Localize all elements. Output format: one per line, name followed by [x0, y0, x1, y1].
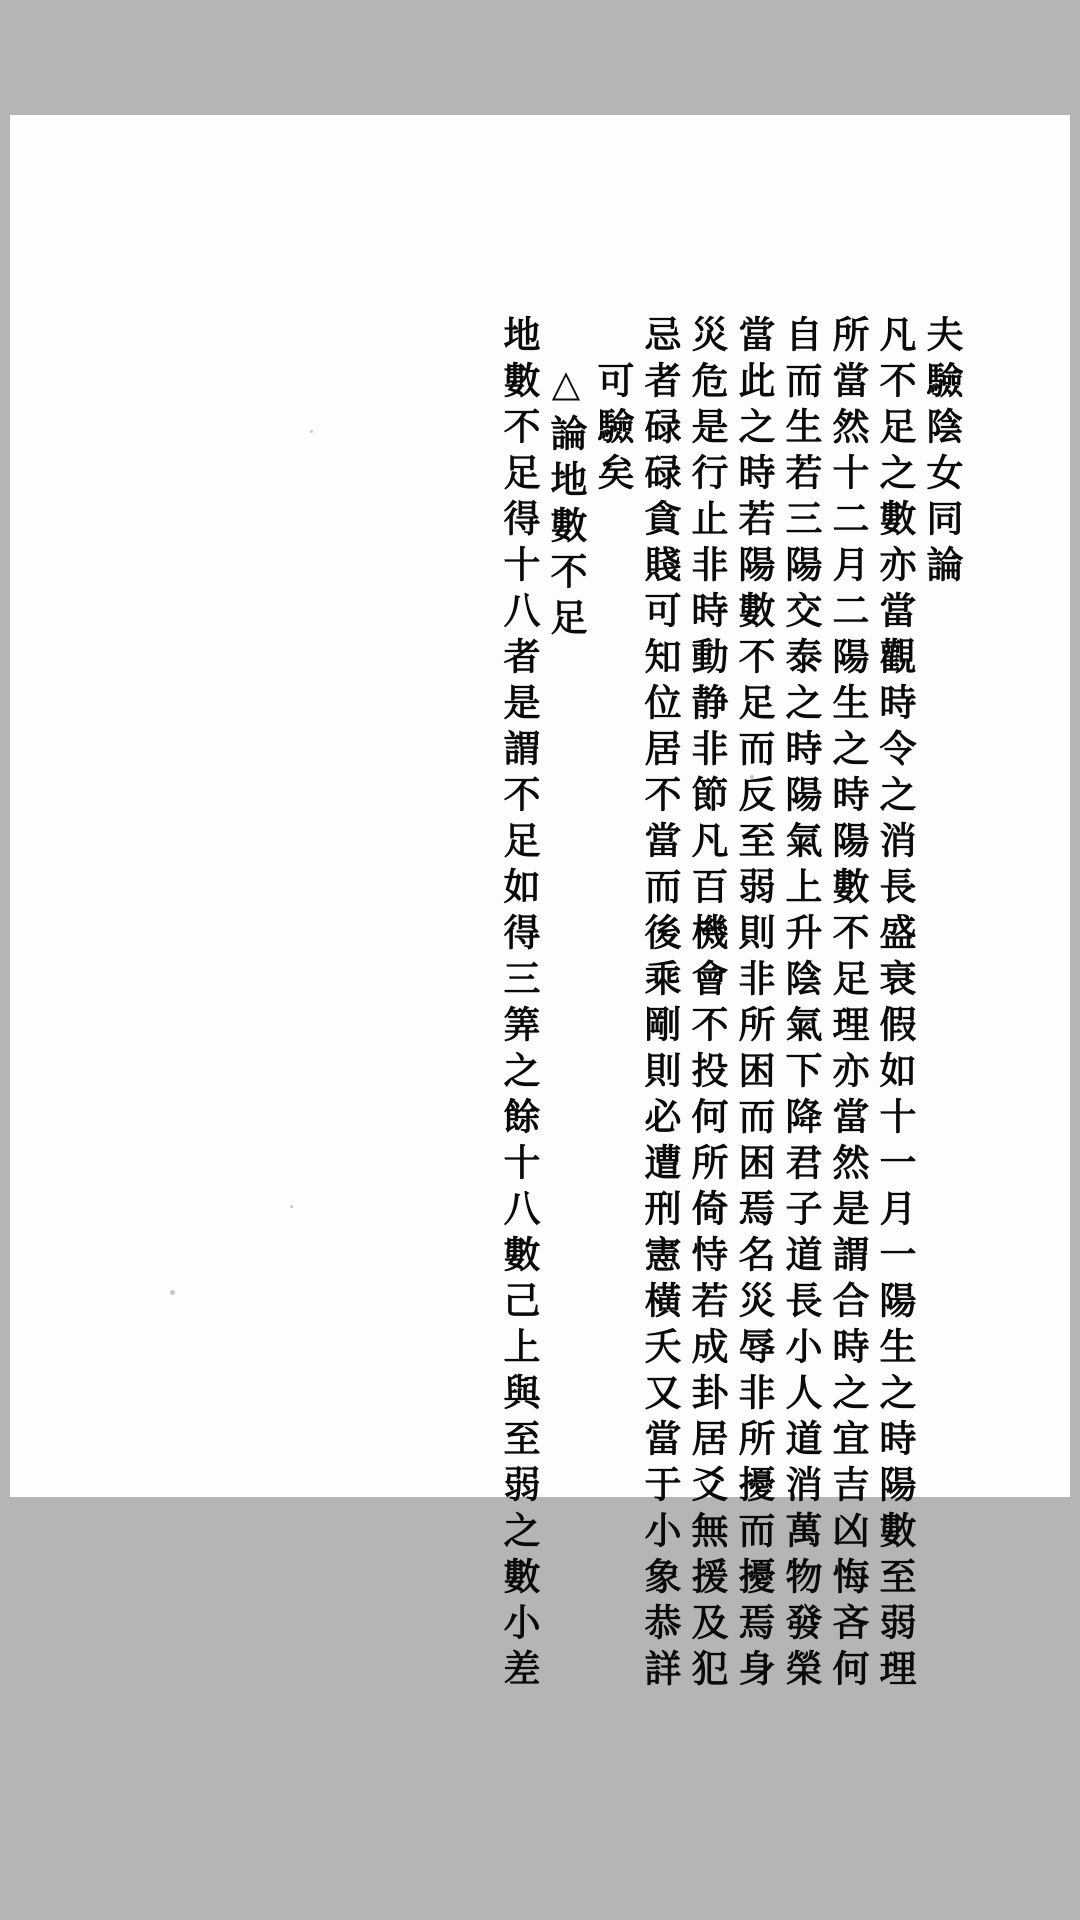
text-column-section-heading: △論地數不足	[544, 361, 588, 644]
text-column-8: 可驗矣	[591, 361, 635, 499]
text-column-4: 自而生若三陽交泰之時陽氣上升陰氣下降君子道長小人道消萬物發榮	[779, 315, 823, 1695]
page-surface	[10, 115, 1070, 1695]
text-column-3: 所當然十二月二陽生之時陽數不足理亦當然是謂合時之宜吉凶悔吝何	[826, 315, 870, 1695]
text-column-7: 忌者碌碌貪賤可知位居不當而後乘剛則必遭刑憲橫夭又當于小象恭詳	[638, 315, 682, 1695]
text-column-5: 當此之時若陽數不足而反至弱則非所困而困焉名災辱非所擾而擾焉身	[732, 315, 776, 1695]
text-column-10: 地數不足得十八者是謂不足如得三筭之餘十八數己上與至弱之數小差	[497, 315, 541, 1695]
vertical-text-block	[160, 315, 964, 1695]
text-column-title: 夫驗陰女同論	[920, 315, 964, 591]
text-column-2: 凡不足之數亦當觀時令之消長盛衰假如十一月一陽生之時陽數至弱理	[873, 315, 917, 1695]
text-column-6: 災危是行止非時動静非節凡百機會不投何所倚恃若成卦居爻無援及犯	[685, 315, 729, 1695]
document-page	[10, 115, 1070, 1695]
